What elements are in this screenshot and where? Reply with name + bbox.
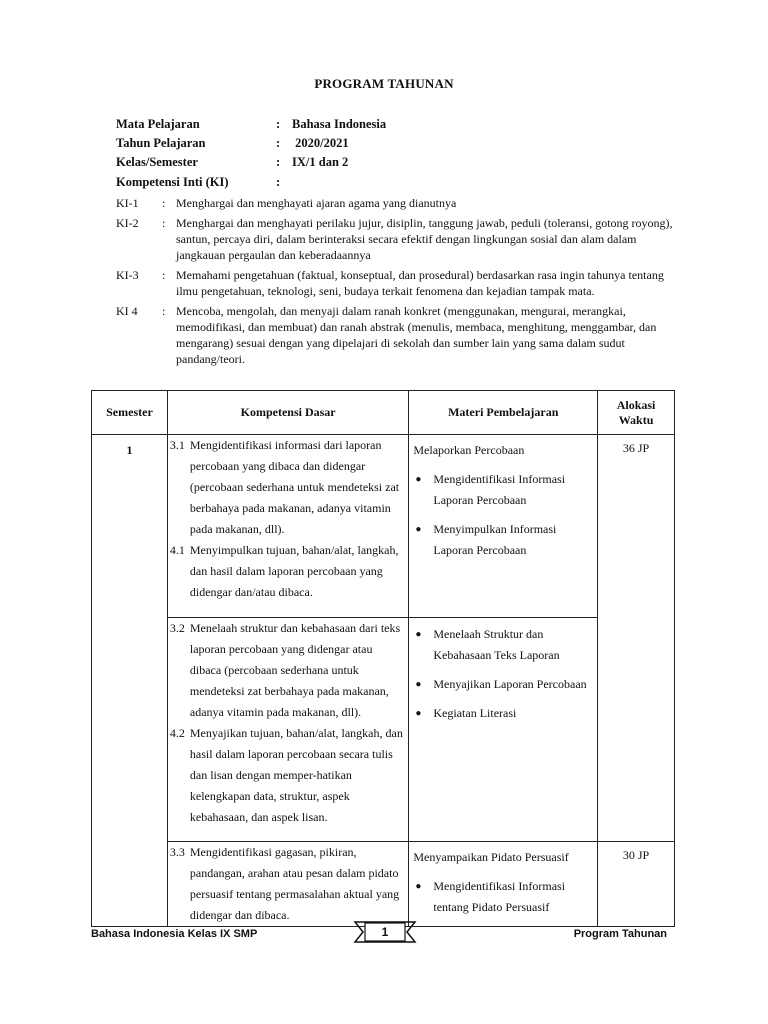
footer-subject: Bahasa Indonesia Kelas IX SMP — [91, 928, 258, 940]
kd-item — [170, 435, 407, 540]
page-title: PROGRAM TAHUNAN — [314, 76, 454, 91]
bullet-icon: ● — [415, 474, 422, 485]
semester-cell: 1 — [92, 435, 168, 927]
page-number-badge — [353, 920, 417, 944]
kd-number: 3.1 — [169, 438, 185, 452]
kd-number: 3.2 — [169, 621, 185, 635]
header-semester: Semester — [92, 391, 168, 435]
table-row — [92, 842, 675, 927]
materi-list — [413, 876, 593, 918]
ki-colon: : — [162, 304, 166, 318]
alokasi-cell: 36 JP — [598, 435, 675, 842]
ki-text: Menghargai dan menghayati ajaran agama yang dianutnya — [176, 196, 457, 210]
materi-item-text: Menelaah Struktur dan Kebahasaan Teks Laporan — [433, 627, 560, 662]
info-label: Mata Pelajaran — [116, 117, 200, 131]
header-kompetensi-dasar: Kompetensi Dasar — [167, 391, 409, 435]
info-label: Kelas/Semester — [116, 155, 198, 169]
kd-cell — [167, 435, 409, 618]
materi-item-text: Kegiatan Literasi — [433, 706, 517, 720]
bullet-icon: ● — [415, 524, 422, 535]
kd-item — [170, 618, 407, 723]
ki-code: KI-3 — [116, 268, 139, 282]
table-row — [92, 435, 675, 618]
table-row — [92, 618, 675, 842]
materi-list — [413, 624, 593, 724]
materi-heading: Menyampaikan Pidato Persuasif — [413, 850, 569, 864]
kd-text: Menyajikan tujuan, bahan/alat, langkah, dan hasil dalam laporan percobaan secara tulis dan lisan dengan memper-hatikan kelengkapan data, struktur, aspek kebahasaan, dan aspek lisan. — [189, 726, 403, 824]
list-item — [413, 519, 593, 561]
ki-code: KI 4 — [116, 304, 138, 318]
bullet-icon: ● — [415, 708, 422, 719]
kd-text: Menelaah struktur dan kebahasaan dari teks laporan percobaan yang didengar atau dibaca (percobaan sederhana untuk mendeteksi zat berbahaya pada makanan, adanya vitamin pada makanan, dll). — [189, 621, 401, 719]
ki-colon: : — [162, 268, 166, 282]
list-item — [413, 624, 593, 666]
ki-text: Mencoba, mengolah, dan menyaji dalam ranah konkret (menggunakan, mengurai, merangkai, memodifikasi, dan membuat) dan ranah abstrak (menulis, membaca, menghitung, menggambar, dan mengarang) sesuai dengan yang dipelajari di sekolah dan sumber lain yang sama dalam sudut pandang/teori. — [176, 304, 657, 366]
info-colon: : — [276, 155, 281, 169]
header-alokasi-waktu: Alokasi Waktu — [598, 391, 675, 435]
bullet-icon: ● — [415, 881, 422, 892]
materi-heading: Melaporkan Percobaan — [413, 443, 525, 457]
list-item — [413, 674, 593, 695]
alokasi-cell: 30 JP — [598, 842, 675, 927]
ki-code: KI-2 — [116, 216, 139, 230]
materi-cell — [409, 842, 598, 927]
info-colon: : — [276, 117, 281, 131]
bullet-icon: ● — [415, 679, 422, 690]
bullet-icon: ● — [415, 629, 422, 640]
materi-item-text: Menyimpulkan Informasi Laporan Percobaan — [433, 522, 557, 557]
info-value: IX/1 dan 2 — [292, 155, 349, 169]
kd-text: Menyimpulkan tujuan, bahan/alat, langkah, dan hasil dalam laporan percobaan yang didengar dan/atau dibaca. — [189, 543, 399, 599]
ki-colon: : — [162, 196, 166, 210]
list-item — [413, 876, 593, 918]
info-label: Tahun Pelajaran — [116, 136, 206, 150]
ki-colon: : — [162, 216, 166, 230]
materi-cell — [409, 435, 598, 618]
info-colon: : — [276, 175, 281, 189]
info-value: Bahasa Indonesia — [292, 117, 387, 131]
header-materi-pembelajaran: Materi Pembelajaran — [409, 391, 598, 435]
kd-item — [170, 842, 407, 926]
ki-code: KI-1 — [116, 196, 139, 210]
page-number: 1 — [381, 925, 389, 939]
kd-number: 4.1 — [169, 543, 185, 557]
info-value: 2020/2021 — [292, 136, 349, 150]
materi-list — [413, 469, 593, 561]
materi-item-text: Menyajikan Laporan Percobaan — [433, 677, 587, 691]
kd-cell — [167, 842, 409, 927]
kd-cell — [167, 618, 409, 842]
program-table — [91, 390, 675, 927]
materi-item-text: Mengidentifikasi Informasi tentang Pidato Persuasif — [433, 879, 566, 914]
kd-item — [170, 540, 407, 603]
kd-text: Mengidentifikasi informasi dari laporan percobaan yang dibaca dan didengar (percobaan sederhana untuk mendeteksi zat berbahaya pada makanan, adanya vitamin pada makanan, dll). — [189, 438, 400, 536]
materi-cell — [409, 618, 598, 842]
footer-title: Program Tahunan — [573, 928, 667, 940]
kd-number: 3.3 — [169, 845, 185, 859]
kd-text: Mengidentifikasi gagasan, pikiran, pandangan, arahan atau pesan dalam pidato persuasif tentang permasalahan aktual yang didengar dan dibaca. — [189, 845, 400, 922]
materi-item-text: Mengidentifikasi Informasi Laporan Percobaan — [433, 472, 566, 507]
list-item — [413, 703, 593, 724]
kd-number: 4.2 — [169, 726, 185, 740]
page-footer — [91, 926, 675, 946]
ki-text: Menghargai dan menghayati perilaku jujur, disiplin, tanggung jawab, peduli (toleransi, gotong royong), santun, percaya diri, dalam berinteraksi secara efektif dengan lingkungan sosial dan alam dalam jangkauan pergaulan dan keberadaannya — [176, 216, 673, 262]
kd-item — [170, 723, 407, 828]
ki-text: Memahami pengetahuan (faktual, konseptual, dan prosedural) berdasarkan rasa ingin tahunya tentang ilmu pengetahuan, teknologi, seni, budaya terkait fenomena dan kejadian tampak mata. — [176, 268, 664, 298]
list-item — [413, 469, 593, 511]
info-label: Kompetensi Inti (KI) — [116, 175, 229, 189]
info-colon: : — [276, 136, 281, 150]
